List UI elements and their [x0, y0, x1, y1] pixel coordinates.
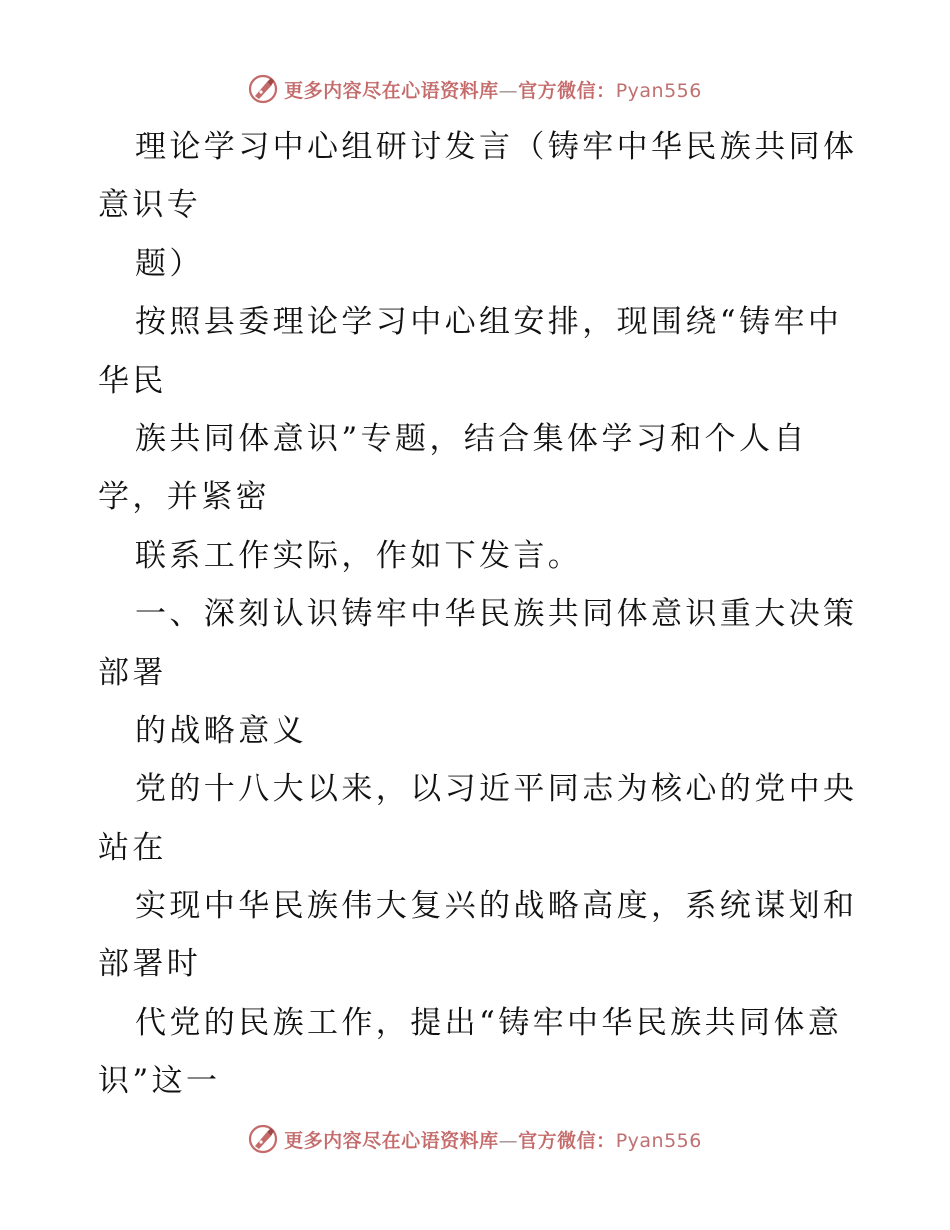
text-line: 题） [135, 245, 204, 282]
watermark-text [284, 1126, 702, 1153]
text-line: 按照县委理论学习中心组安排，现围绕“铸牢中 [135, 304, 843, 341]
header-watermark [0, 72, 950, 106]
text-line: 意识专 [98, 187, 202, 224]
text-line: 华民 [98, 362, 167, 399]
watermark-text [284, 76, 702, 103]
text-line: 族共同体意识”专题，结合集体学习和个人自 [135, 420, 808, 457]
text-line: 学，并紧密 [98, 479, 270, 516]
text-line: 一、深刻认识铸牢中华民族共同体意识重大决策 [135, 596, 858, 633]
watermark-wechat-id: Pyan556 [615, 1129, 702, 1152]
text-line: 站在 [98, 829, 167, 866]
footer-watermark [0, 1122, 950, 1156]
pen-nib-logo-icon [248, 1124, 278, 1154]
watermark-wechat-label: 官方微信： [518, 1129, 616, 1152]
text-line: 部署 [98, 654, 167, 691]
text-line: 实现中华民族伟大复兴的战略高度，系统谋划和 [135, 888, 858, 925]
watermark-separator: — [498, 1129, 519, 1152]
watermark-wechat-label: 官方微信： [518, 79, 616, 102]
watermark-separator: — [498, 79, 519, 102]
text-line: 识”这一 [98, 1063, 221, 1100]
pen-nib-logo-icon [248, 74, 278, 104]
text-line: 联系工作实际，作如下发言。 [135, 537, 583, 574]
document-body [98, 118, 858, 1111]
watermark-site-text: 更多内容尽在心语资料库 [284, 79, 499, 102]
text-line: 的战略意义 [135, 712, 307, 749]
watermark-wechat-id: Pyan556 [615, 79, 702, 102]
text-line: 部署时 [98, 946, 202, 983]
text-line: 代党的民族工作，提出“铸牢中华民族共同体意 [135, 1004, 843, 1041]
text-line: 党的十八大以来，以习近平同志为核心的党中央 [135, 771, 858, 808]
text-line: 理论学习中心组研讨发言（铸牢中华民族共同体 [135, 129, 858, 165]
watermark-site-text: 更多内容尽在心语资料库 [284, 1129, 499, 1152]
